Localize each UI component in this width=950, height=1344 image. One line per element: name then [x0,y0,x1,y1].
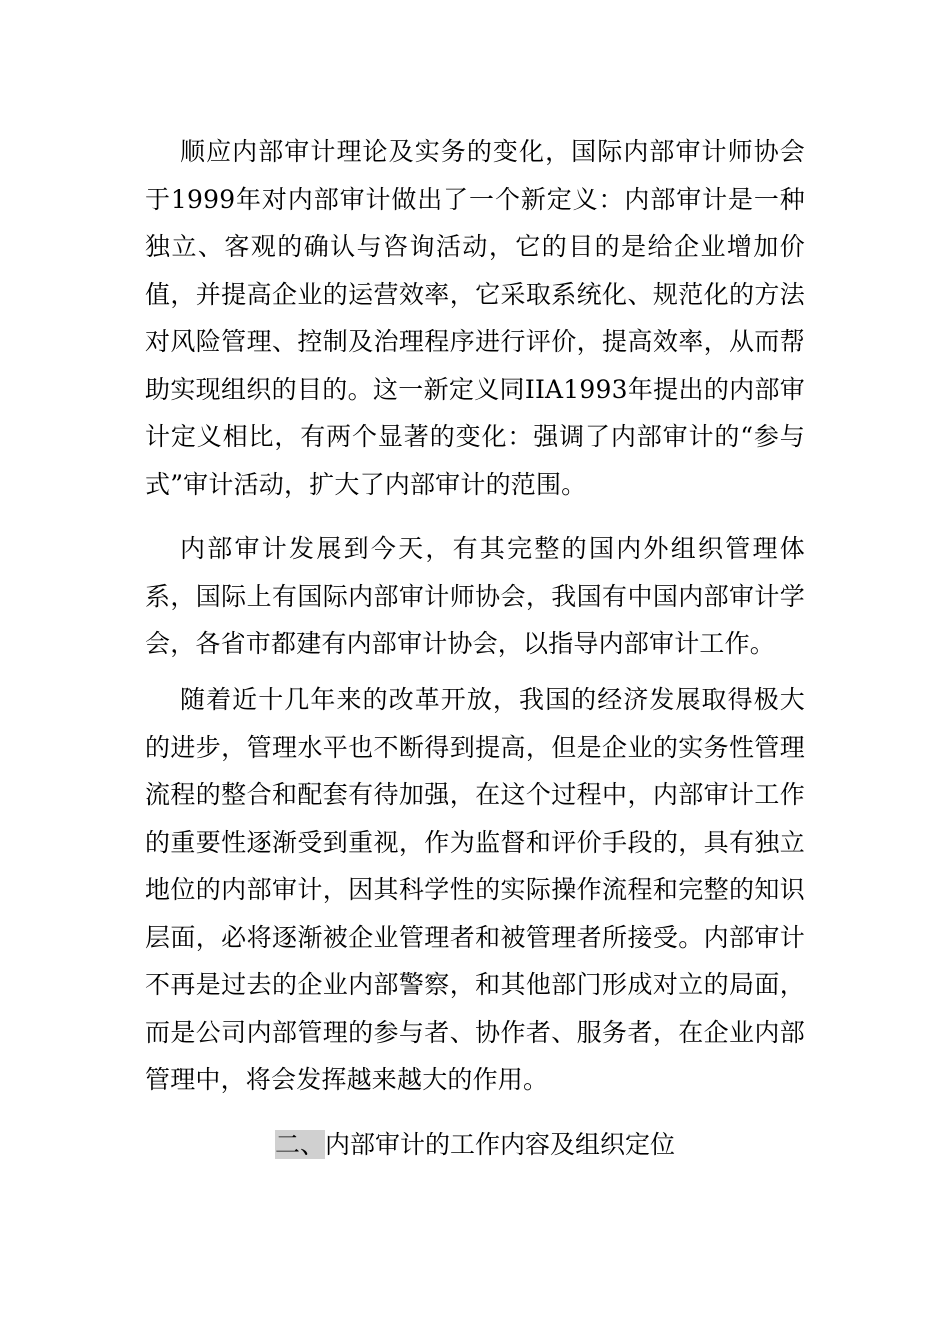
paragraph-reform-development: 随着近十几年来的改革开放，我国的经济发展取得极大的进步，管理水平也不断得到提高，但是企业的实务性管理流程的整合和配套有待加强，在这个过程中，内部审计工作的重要性逐渐受到重视，作为监督和评价手段的，具有独立地位的内部审计，因其科学性的实际操作流程和完整的知识层面，必将逐渐被企业管理者和被管理者所接受。内部审计不再是过去的企业内部警察，和其他部门形成对立的局面，而是公司内部管理的参与者、协作者、服务者，在企业内部管理中，将会发挥越来越大的作用。 [145,685,805,1094]
section-heading-number: 二、 [274,1130,325,1159]
section-heading [0,1121,950,1169]
section-heading-title: 内部审计的工作内容及组织定位 [325,1130,676,1159]
paragraph-organization-system: 内部审计发展到今天，有其完整的国内外组织管理体系，国际上有国际内部审计师协会，我国有中国内部审计学会，各省市都建有内部审计协会，以指导内部审计工作。 [145,534,805,658]
paragraph-iia-definition: 顺应内部审计理论及实务的变化，国际内部审计师协会于1999年对内部审计做出了一个新定义：内部审计是一种独立、客观的确认与咨询活动，它的目的是给企业增加价值，并提高企业的运营效率，它采取系统化、规范化的方法对风险管理、控制及治理程序进行评价，提高效率，从而帮助实现组织的目的。这一新定义同IIA1993年提出的内部审计定义相比，有两个显著的变化：强调了内部审计的“参与式”审计活动，扩大了内部审计的范围。 [145,137,805,499]
